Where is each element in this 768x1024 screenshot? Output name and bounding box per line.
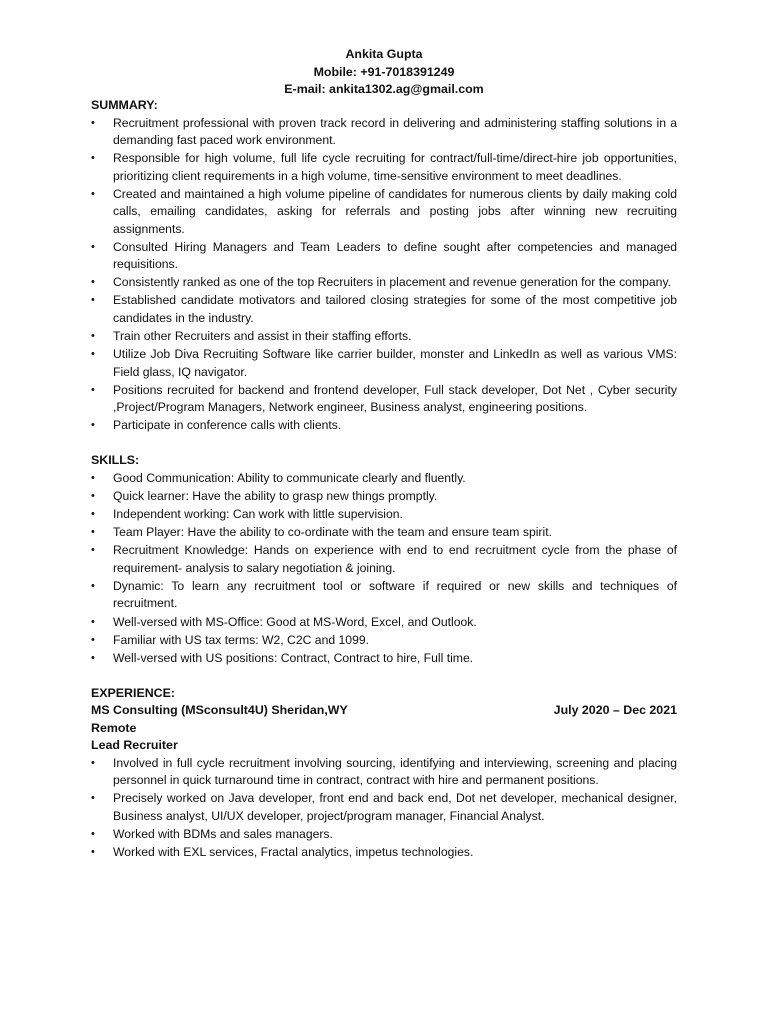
employment-dates: July 2020 – Dec 2021 (553, 703, 677, 718)
mobile-number: Mobile: +91-7018391249 (313, 64, 455, 79)
job-role: Lead Recruiter (91, 738, 178, 753)
summary-item: • Consistently ranked as one of the top Recruiters in placement and revenue generation for the company. (91, 274, 677, 292)
skill-item: • Dynamic: To learn any recruitment tool or software if required or new skills and techniques of recruitment. (91, 578, 677, 613)
skills-heading: SKILLS: (91, 453, 140, 468)
skill-item: • Recruitment Knowledge: Hands on experience with end to end recruitment cycle from the phase of requirement- analysis to salary negotiation & joining. (91, 542, 677, 577)
summary-item: • Recruitment professional with proven track record in delivering and administering staffing solutions in a demanding fast paced work environment. (91, 115, 677, 150)
summary-item: • Responsible for high volume, full life cycle recruiting for contract/full-time/direct-hire job opportunities, prioritizing client requirements in a high volume, time-sensitive environment to meet deadlines. (91, 150, 677, 185)
summary-item: • Created and maintained a high volume pipeline of candidates for numerous clients by daily making cold calls, emailing candidates, asking for referrals and posting jobs after winning new recruiting assignments. (91, 186, 677, 239)
summary-item: • Participate in conference calls with clients. (91, 417, 677, 435)
summary-item: • Established candidate motivators and tailored closing strategies for some of the most competitive job candidates in the industry. (91, 292, 677, 327)
skill-item: • Familiar with US tax terms: W2, C2C and 1099. (91, 632, 677, 650)
resume-header (0, 46, 768, 99)
experience-item: • Worked with BDMs and sales managers. (91, 826, 677, 844)
job-location: Remote (91, 720, 137, 735)
skill-item: • Team Player: Have the ability to co-ordinate with the team and ensure team spirit. (91, 524, 677, 542)
email-address: E-mail: ankita1302.ag@gmail.com (284, 82, 484, 96)
section-spacer (91, 668, 677, 685)
experience-item: • Involved in full cycle recruitment involving sourcing, identifying and interviewing, screening and placing personnel in quick turnaround time in contract, contract with hire and permanent positions. (91, 755, 677, 790)
summary-item: • Consulted Hiring Managers and Team Leaders to define sought after competencies and managed requisitions. (91, 239, 677, 274)
summary-item: • Utilize Job Diva Recruiting Software like carrier builder, monster and LinkedIn as well as various VMS: Field glass, IQ navigator. (91, 346, 677, 381)
skill-item: • Independent working: Can work with little supervision. (91, 506, 677, 524)
skills-list (91, 470, 677, 667)
experience-heading: EXPERIENCE: (91, 685, 175, 700)
company-name: MS Consulting (MSconsult4U) Sheridan,WY (91, 703, 348, 718)
experience-item: • Worked with EXL services, Fractal analytics, impetus technologies. (91, 844, 677, 862)
job-header (91, 702, 677, 720)
candidate-name: Ankita Gupta (345, 47, 423, 61)
experience-list (91, 755, 677, 862)
section-spacer (91, 435, 677, 452)
summary-heading: SUMMARY: (91, 98, 158, 112)
skill-item: • Well-versed with US positions: Contract, Contract to hire, Full time. (91, 650, 677, 668)
skill-item: • Well-versed with MS-Office: Good at MS-Word, Excel, and Outlook. (91, 614, 677, 632)
skill-item: • Good Communication: Ability to communicate clearly and fluently. (91, 470, 677, 488)
summary-item: • Train other Recruiters and assist in their staffing efforts. (91, 328, 677, 346)
skill-item: • Quick learner: Have the ability to grasp new things promptly. (91, 488, 677, 506)
summary-item: • Positions recruited for backend and frontend developer, Full stack developer, Dot Net , Cyber security ,Project/Program Managers, Network engineer, Business analyst, engineering positions. (91, 382, 677, 417)
resume-body (91, 97, 677, 862)
experience-item: • Precisely worked on Java developer, front end and back end, Dot net developer, mechanical designer, Business analyst, UI/UX developer, project/program manager, Financial Analyst. (91, 790, 677, 825)
summary-list (91, 115, 677, 435)
